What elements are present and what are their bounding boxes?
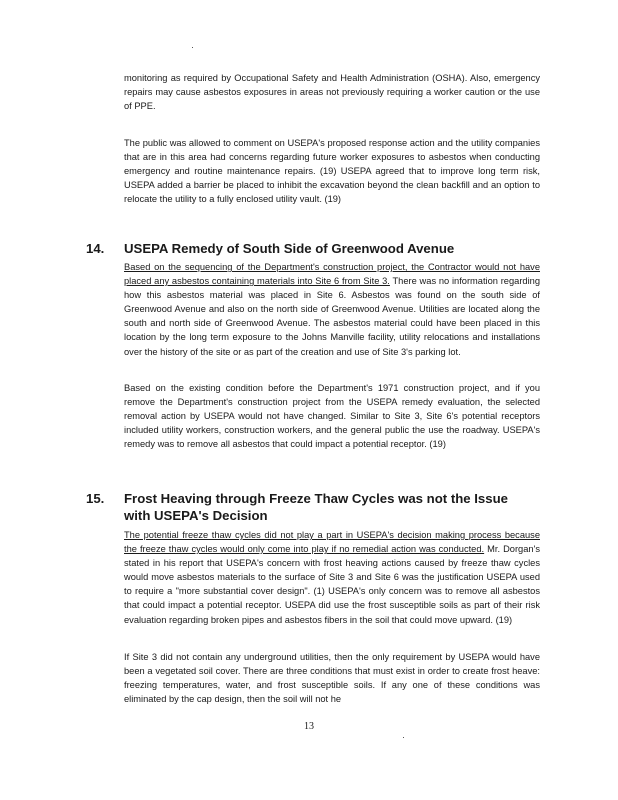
- section-14-underlined-statement: Based on the sequencing of the Department's construction project, the Contractor would not have placed any asbestos containing materials into Site 6 from Site 3.: [124, 262, 540, 287]
- section-14-paragraph-1: [124, 260, 540, 359]
- page-number: 13: [304, 721, 314, 732]
- section-15-title-line-1: Frost Heaving through Freeze Thaw Cycles was not the Issue: [124, 491, 508, 506]
- section-14-paragraph-2: Based on the existing condition before the Department's 1971 construction project, and if you remove the Department's construction project from the USEPA remedy evaluation, the selected removal action by USEPA would not have changed. Similar to Site 3, Site 6's potential receptors included utility workers, construction workers, and the general public the use the roadway. USEPA's remedy was to remove all asbestos that could impact a potential receptor. (19): [124, 383, 540, 450]
- section-15-paragraph-1-rest: Mr. Dorgan's stated in his report that USEPA's concern with frost heaving actions caused by freeze thaw cycles would move asbestos materials to the surface of Site 3 and Site 6 was the justification USEPA used to require a "more substantial cover design". (1) USEPA's only concern was to remove all asbestos that could impact a potential receptor. USEPA did use the frost susceptible soils as part of their risk evaluation regarding broken pipes and asbestos fibers in the soil that could move upward. (19): [124, 544, 540, 625]
- section-14-paragraph-1-rest: There was no information regarding how this asbestos material was placed in Site 6. Asbestos was found on the south side of Greenwood Avenue and also on the north side of Greenwood Avenue. Utilities are located along the south and north side of Greenwood Avenue. The asbestos material could have been placed in this location by the long term exposure to the Johns Manville facility, utility relocations and installations over the history of the site or as part of the creation and use of Site 3's parking lot.: [124, 276, 540, 357]
- section-15-paragraph-1: [124, 528, 540, 627]
- section-15-number: 15.: [86, 491, 105, 506]
- section-15-underlined-statement: The potential freeze thaw cycles did not play a part in USEPA's decision making process because the freeze thaw cycles would only come into play if no remedial action was conducted.: [124, 530, 540, 555]
- paragraph-public-comment: The public was allowed to comment on USEPA's proposed response action and the utility companies that are in this area had concerns regarding future worker exposures to asbestos when conducting emergency and routine maintenance repairs. (19) USEPA agreed that to improve long term risk, USEPA added a barrier be placed to inhibit the excavation beyond the clean backfill and an option to relocate the utility to a fully enclosed utility vault. (19): [124, 138, 540, 205]
- section-14-number: 14.: [86, 241, 105, 256]
- section-14-title: USEPA Remedy of South Side of Greenwood Avenue: [124, 241, 455, 256]
- scan-speck: [192, 47, 193, 48]
- section-15-title-line-2: with USEPA's Decision: [124, 508, 268, 523]
- section-14-heading: [86, 240, 546, 257]
- paragraph-osha-monitoring: monitoring as required by Occupational Safety and Health Administration (OSHA). Also, emergency repairs may cause asbestos exposures in areas not previously requiring a worker caution or the use of PPE.: [124, 73, 540, 112]
- scan-speck: [403, 737, 404, 738]
- section-15-paragraph-2: If Site 3 did not contain any underground utilities, then the only requirement by USEPA would have been a vegetated soil cover. There are three conditions that must exist in order to create frost heave: freezing temperatures, water, and frost susceptible soils. If any one of these conditions was eliminated by the cap design, then the soil will not he: [124, 652, 540, 705]
- section-15-heading: [86, 490, 546, 524]
